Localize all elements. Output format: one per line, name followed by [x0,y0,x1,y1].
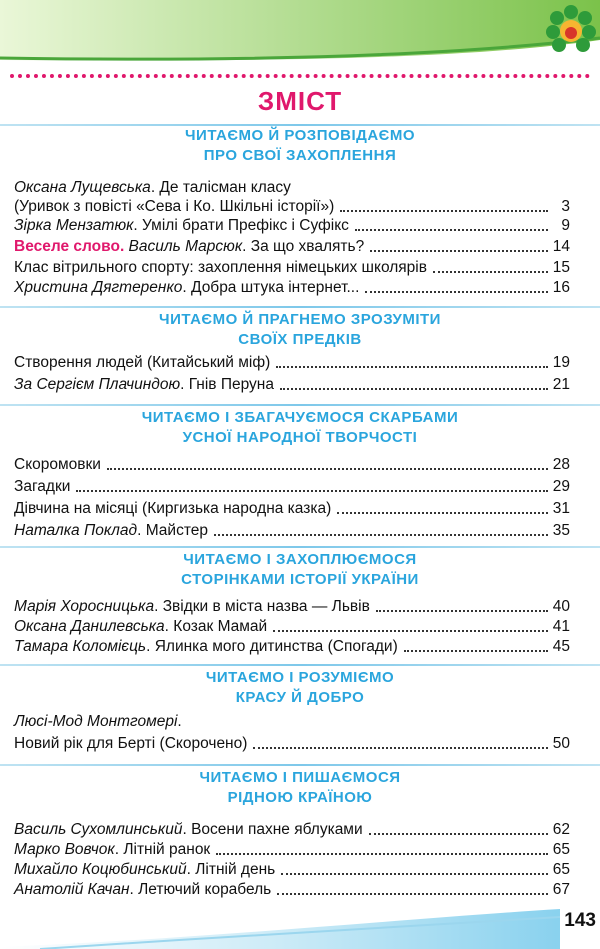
section-divider [0,124,600,126]
section-heading: ЧИТАЄМО І РОЗУМІЄМО КРАСУ Й ДОБРО [205,669,395,706]
toc-entry: (Уривок з повісті «Сева і Ко. Шкільні історії») 3 [14,198,570,215]
toc-entry: Михайло Коцюбинський. Літній день 65 [14,861,570,878]
toc-entry: Оксана Лущевська. Де талісман класу [14,179,291,196]
toc-entry: Люсі-Мод Монтгомері. [14,713,182,730]
toc-entry: Загадки 29 [14,478,570,495]
toc-entry: Марія Хоросницька. Звідки в міста назва — Львів 40 [14,598,570,615]
toc-entry: Анатолій Качан. Летючий корабель 67 [14,881,570,898]
toc-entry: Христина Дягтеренко. Добра штука інтернет... 16 [14,279,570,296]
toc-entry: Василь Сухомлинський. Восени пахне яблуками 62 [14,821,570,838]
toc-entry: Скоромовки 28 [14,456,570,473]
toc-entry: Клас вітрильного спорту: захоплення німецьких школярів 15 [14,259,570,276]
toc-entry: Тамара Коломієць. Ялинка мого дитинства (Спогади) 45 [14,638,570,655]
page-title: ЗМІСТ [257,86,343,116]
flower-logo-icon [545,4,597,56]
section-divider [0,404,600,406]
section-heading: ЧИТАЄМО І ЗАХОПЛЮЄМОСЯ СТОРІНКАМИ ІСТОРІЇ УКРАЇНИ [181,551,419,588]
toc-entry: Оксана Данилевська. Козак Мамай 41 [14,618,570,635]
toc-entry: Дівчина на місяці (Киргизька народна казка) 31 [14,500,570,517]
header-dotted-divider [10,74,590,78]
section-heading: ЧИТАЄМО І ЗБАГАЧУЄМОСЯ СКАРБАМИ УСНОЇ НАРОДНОЇ ТВОРЧОСТІ [141,409,459,446]
section-divider [0,664,600,666]
page-number: 143 [564,910,596,931]
toc-entry: Створення людей (Китайський міф) 19 [14,354,570,371]
section-heading: ЧИТАЄМО І ПИШАЄМОСЯ РІДНОЮ КРАЇНОЮ [199,769,401,806]
toc-entry: За Сергієм Плачиндою. Гнів Перуна 21 [14,376,570,393]
section-heading: ЧИТАЄМО Й ПРАГНЕМО ЗРОЗУМІТИ СВОЇХ ПРЕДКІВ [159,311,441,348]
footer-wave-decoration [0,889,600,949]
toc-entry: Наталка Поклад. Майстер 35 [14,522,570,539]
header-wave-decoration [0,0,600,80]
toc-entry: Веселе слово. Василь Марсюк. За що хвалять? 14 [14,238,570,255]
section-heading: ЧИТАЄМО Й РОЗПОВІДАЄМО ПРО СВОЇ ЗАХОПЛЕННЯ [185,127,415,164]
section-divider [0,306,600,308]
section-divider [0,546,600,548]
section-divider [0,764,600,766]
toc-entry: Новий рік для Берті (Скорочено) 50 [14,735,570,752]
toc-entry: Зірка Мензатюк. Умілі брати Префікс і Суфікс 9 [14,217,570,234]
toc-entry: Марко Вовчок. Літній ранок 65 [14,841,570,858]
